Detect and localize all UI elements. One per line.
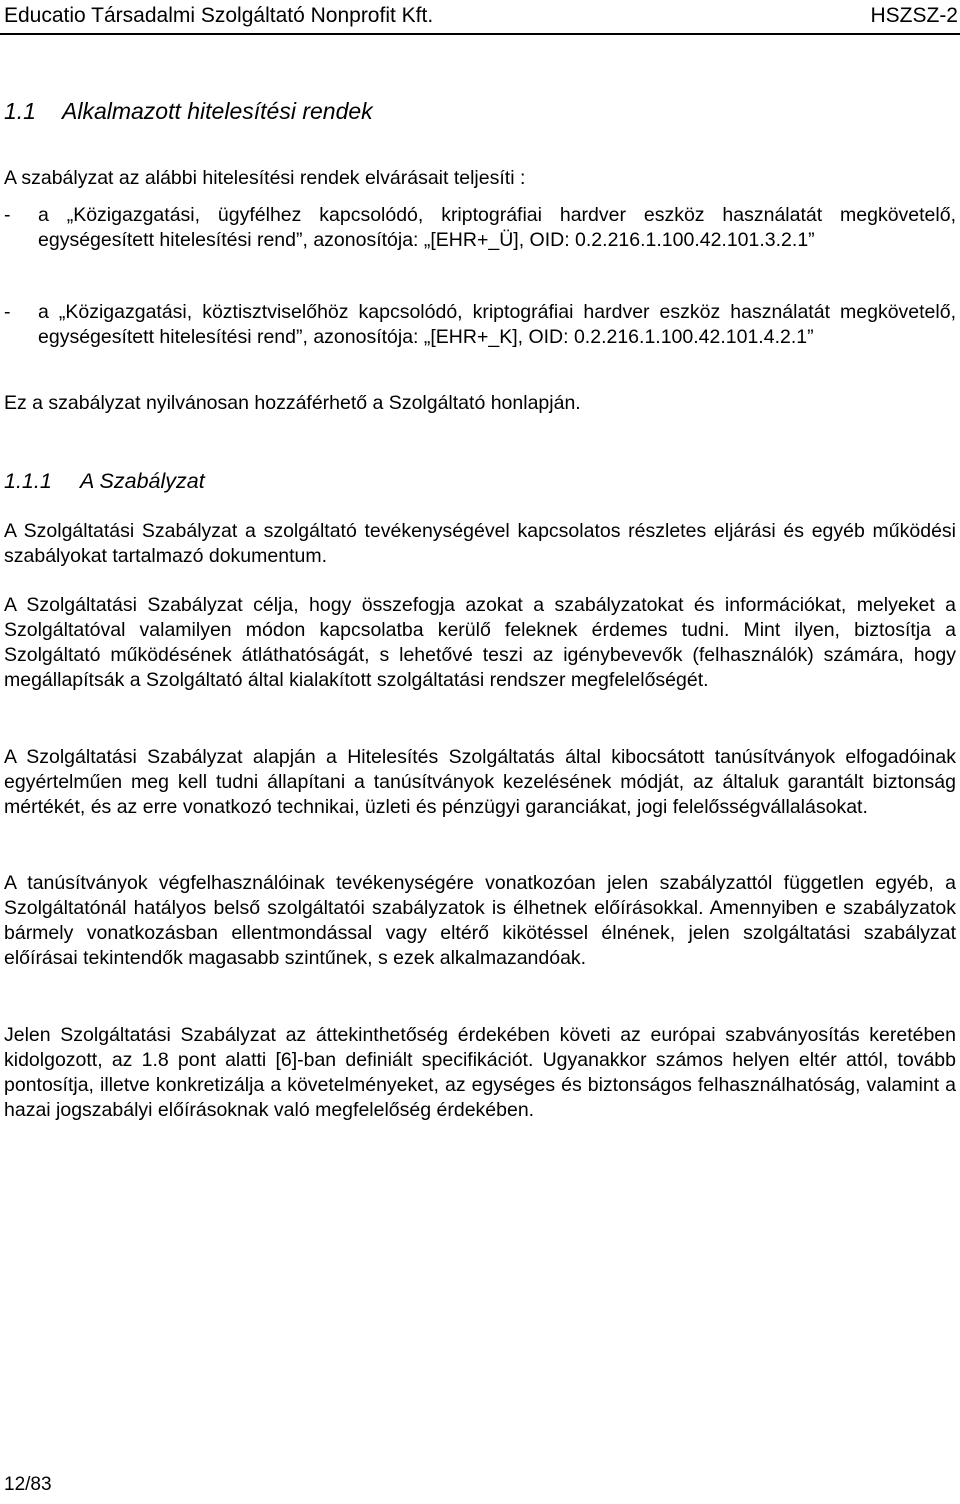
bullet-dash: - bbox=[4, 301, 11, 323]
page-number: 12/83 bbox=[4, 1474, 52, 1495]
header-divider bbox=[0, 33, 960, 35]
subsection-number: 1.1.1 bbox=[4, 469, 52, 493]
header-organization: Educatio Társadalmi Szolgáltató Nonprofit Kft. bbox=[4, 4, 434, 27]
intro-text: A szabályzat az alábbi hitelesítési rendek elvárásait teljesíti : bbox=[4, 167, 526, 189]
bullet-dash: - bbox=[4, 204, 11, 226]
subsection-title: A Szabályzat bbox=[80, 469, 205, 493]
section-title: Alkalmazott hitelesítési rendek bbox=[62, 98, 373, 124]
paragraph: Jelen Szolgáltatási Szabályzat az áttekinthetőség érdekében követi az európai szabványosítás keretében kidolgozott, az 1.8 pont alatti [6]-ban definiált specifikációt. Ugyanakkor számos helyen eltér attól, tovább pontosítja, illetve konkretizálja a követelményeket, az egységes és biztonságos felhasználhatóság, valamint a hazai jogszabályi előírásoknak való megfelelőség érdekében. bbox=[4, 1024, 956, 1121]
section-number: 1.1 bbox=[4, 98, 36, 124]
bullet-text: a „Közigazgatási, köztisztviselőhöz kapcsolódó, kriptográfiai hardver eszköz használatát megkövetelő, egységesített hitelesítési rend”, azonosítója: „[EHR+_K], OID: 0.2.216.1.100.42.101.4.2.1” bbox=[38, 301, 956, 348]
section-heading bbox=[4, 97, 373, 125]
availability-text: Ez a szabályzat nyilvánosan hozzáférhető a Szolgáltató honlapján. bbox=[4, 392, 581, 414]
paragraph: A Szolgáltatási Szabályzat célja, hogy összefogja azokat a szabályzatokat és információkat, melyeket a Szolgáltatóval valamilyen módon kapcsolatba kerülő feleknek érdemes tudni. Mint ilyen, biztosítja a Szolgáltató működésének átláthatóságát, s lehetővé teszi az igénybevevők (felhasználók) számára, hogy megállapítsák a Szolgáltató által kialakított szolgáltatási rendszer megfelelőségét. bbox=[4, 594, 956, 691]
paragraph: A tanúsítványok végfelhasználóinak tevékenységére vonatkozóan jelen szabályzattól független egyéb, a Szolgáltatónál hatályos belső szolgáltatói szabályzatok is élhetnek előírásokkal. Amennyiben e szabályzatok bármely vonatkozásban ellentmondással vagy eltérő kikötéssel élnének, jelen szolgáltatási szabályzat előírásai tekintendők magasabb szintűnek, s ezek alkalmazandóak. bbox=[4, 872, 956, 969]
subsection-heading bbox=[4, 468, 205, 494]
header-doc-code: HSZSZ-2 bbox=[870, 4, 958, 27]
paragraph: A Szolgáltatási Szabályzat a szolgáltató tevékenységével kapcsolatos részletes eljárási és egyéb működési szabályokat tartalmazó dokumentum. bbox=[4, 520, 956, 567]
bullet-text: a „Közigazgatási, ügyfélhez kapcsolódó, kriptográfiai hardver eszköz használatát megkövetelő, egységesített hitelesítési rend”, azonosítója: „[EHR+_Ü], OID: 0.2.216.1.100.42.101.3.2.1” bbox=[38, 204, 956, 251]
list-item bbox=[4, 203, 956, 253]
paragraph: A Szolgáltatási Szabályzat alapján a Hitelesítés Szolgáltatás által kibocsátott tanúsítványok elfogadóinak egyértelműen meg kell tudni állapítani a tanúsítványok kezelésének módját, az általuk garantált biztonság mértékét, és az erre vonatkozó technikai, üzleti és pénzügyi garanciákat, jogi felelősségvállalásokat. bbox=[4, 746, 956, 818]
list-item bbox=[4, 300, 956, 350]
